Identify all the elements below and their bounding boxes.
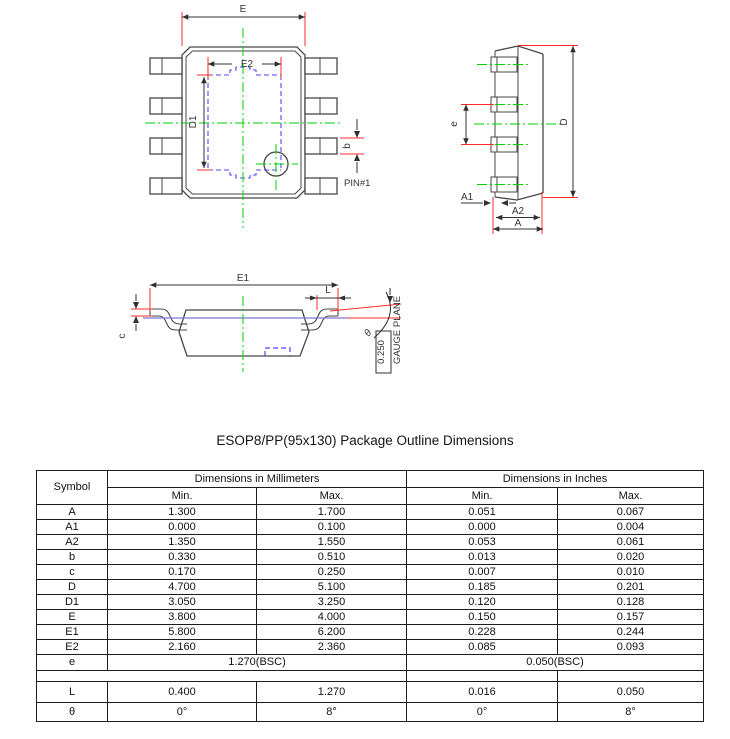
dim-label-E2: E2 <box>240 59 254 70</box>
mm-group-header: Dimensions in Millimeters <box>108 471 407 488</box>
value-cell: 0.228 <box>407 625 558 640</box>
value-cell: 0.010 <box>558 565 704 580</box>
value-cell: 0.170 <box>108 565 257 580</box>
spacer-cell <box>558 671 704 682</box>
value-cell: 0.150 <box>407 610 558 625</box>
spacer-cell <box>108 671 257 682</box>
pin1-label: PIN#1 <box>344 178 371 189</box>
symbol-cell: A1 <box>37 520 108 535</box>
value-cell: 1.350 <box>108 535 257 550</box>
value-cell: 0.201 <box>558 580 704 595</box>
dim-label-L: L <box>325 285 331 296</box>
value-cell: 4.700 <box>108 580 257 595</box>
dim-label-c: c <box>117 333 128 339</box>
table-row <box>37 535 704 550</box>
symbol-cell: c <box>37 565 108 580</box>
table-row <box>37 580 704 595</box>
value-cell: 3.050 <box>108 595 257 610</box>
table-row <box>37 640 704 655</box>
symbol-cell: A2 <box>37 535 108 550</box>
table-row <box>37 550 704 565</box>
table-row-e <box>37 655 704 671</box>
inch-max-header: Max. <box>558 488 704 505</box>
value-cell: 0.051 <box>407 505 558 520</box>
value-cell: 1.270 <box>257 682 407 703</box>
value-cell: 1.270(BSC) <box>108 655 407 671</box>
value-cell: 0° <box>407 703 558 722</box>
value-cell: 3.250 <box>257 595 407 610</box>
value-cell: 3.800 <box>108 610 257 625</box>
table-row <box>37 505 704 520</box>
table-row-L <box>37 682 704 703</box>
side-view-body <box>491 46 543 200</box>
dim-label-E1: E1 <box>236 273 250 284</box>
dim-label-theta: θ <box>362 327 375 339</box>
gauge-plane-label: GAUGE PLANE <box>392 295 403 365</box>
dim-label-E: E <box>239 4 247 15</box>
table-row-spacer <box>37 671 704 682</box>
table-row <box>37 625 704 640</box>
symbol-cell: D <box>37 580 108 595</box>
value-cell: 8° <box>257 703 407 722</box>
symbol-cell: E2 <box>37 640 108 655</box>
table-row <box>37 520 704 535</box>
dim-label-A: A <box>514 218 522 229</box>
value-cell: 0.400 <box>108 682 257 703</box>
dim-label-D: D <box>559 118 570 126</box>
spacer-cell <box>37 671 108 682</box>
table-subheader-row <box>37 488 704 505</box>
dimensions-table <box>36 470 704 722</box>
mm-min-header: Min. <box>108 488 257 505</box>
value-cell: 1.300 <box>108 505 257 520</box>
value-cell: 0.007 <box>407 565 558 580</box>
value-cell: 1.700 <box>257 505 407 520</box>
front-view-pad-tab <box>265 348 290 356</box>
value-cell: 0.510 <box>257 550 407 565</box>
value-cell: 0.244 <box>558 625 704 640</box>
value-cell: 0.100 <box>257 520 407 535</box>
value-cell: 6.200 <box>257 625 407 640</box>
value-cell: 0.185 <box>407 580 558 595</box>
package-side-view <box>449 46 578 235</box>
symbol-cell: E <box>37 610 108 625</box>
symbol-cell: e <box>37 655 108 671</box>
value-cell: 0.016 <box>407 682 558 703</box>
symbol-cell: L <box>37 682 108 703</box>
value-cell: 0.020 <box>558 550 704 565</box>
inch-min-header: Min. <box>407 488 558 505</box>
dim-label-A1: A1 <box>461 192 474 203</box>
mm-max-header: Max. <box>257 488 407 505</box>
symbol-cell: b <box>37 550 108 565</box>
value-cell: 0.050(BSC) <box>407 655 704 671</box>
symbol-cell: D1 <box>37 595 108 610</box>
value-cell: 0.085 <box>407 640 558 655</box>
gauge-value-label: 0.250 <box>376 340 387 364</box>
front-view-body <box>150 309 338 356</box>
value-cell: 0.093 <box>558 640 704 655</box>
value-cell: 0.120 <box>407 595 558 610</box>
value-cell: 0.157 <box>558 610 704 625</box>
package-front-view <box>117 273 403 373</box>
table-row <box>37 565 704 580</box>
front-view-extension-lines <box>131 288 401 318</box>
value-cell: 0.050 <box>558 682 704 703</box>
table-row <box>37 610 704 625</box>
spacer-cell <box>257 671 407 682</box>
symbol-cell: E1 <box>37 625 108 640</box>
dim-label-A2: A2 <box>511 206 525 217</box>
table-row <box>37 595 704 610</box>
symbol-cell: θ <box>37 703 108 722</box>
value-cell: 0.330 <box>108 550 257 565</box>
value-cell: 2.360 <box>257 640 407 655</box>
inch-group-header: Dimensions in Inches <box>407 471 704 488</box>
value-cell: 1.550 <box>257 535 407 550</box>
value-cell: 2.160 <box>108 640 257 655</box>
dim-label-e: e <box>449 121 460 127</box>
spacer-cell <box>407 671 558 682</box>
value-cell: 8° <box>558 703 704 722</box>
symbol-cell: A <box>37 505 108 520</box>
page-title: ESOP8/PP(95x130) Package Outline Dimensions <box>216 433 514 448</box>
value-cell: 0.000 <box>108 520 257 535</box>
value-cell: 5.800 <box>108 625 257 640</box>
dim-label-D1: D1 <box>188 115 199 129</box>
value-cell: 0.250 <box>257 565 407 580</box>
value-cell: 0.000 <box>407 520 558 535</box>
value-cell: 5.100 <box>257 580 407 595</box>
value-cell: 0.067 <box>558 505 704 520</box>
value-cell: 0.128 <box>558 595 704 610</box>
value-cell: 0.061 <box>558 535 704 550</box>
value-cell: 0.004 <box>558 520 704 535</box>
table-row-theta <box>37 703 704 722</box>
table-group-header-row <box>37 471 704 488</box>
value-cell: 0° <box>108 703 257 722</box>
value-cell: 0.053 <box>407 535 558 550</box>
value-cell: 4.000 <box>257 610 407 625</box>
dim-label-b: b <box>342 143 353 149</box>
symbol-header: Symbol <box>37 471 108 505</box>
value-cell: 0.013 <box>407 550 558 565</box>
package-top-view <box>145 4 370 228</box>
